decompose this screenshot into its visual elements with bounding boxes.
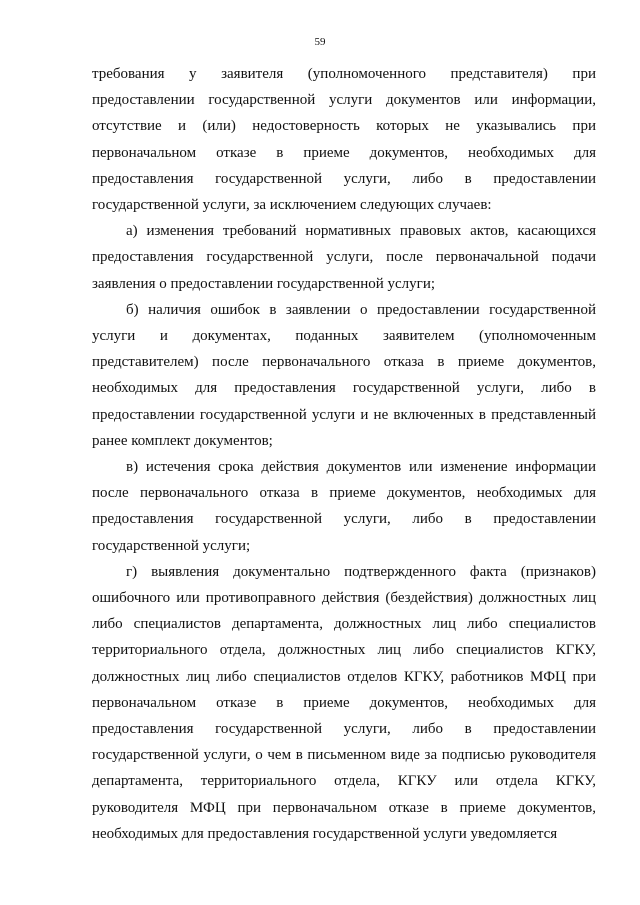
paragraph-item-a: а) изменения требований нормативных правовых актов, касающихся предоставления государственной услуги, после первоначальной подачи заявления о предоставлении государственной услуги;	[92, 223, 596, 292]
paragraph-item-g: г) выявления документально подтвержденного факта (признаков) ошибочного или противоправного действия (бездействия) должностных лиц либо специалистов департамента, должностных лиц либо специалистов территориального отдела, должностных лиц либо специалистов КГКУ, должностных лиц либо специалистов отделов КГКУ, работников МФЦ при первоначальном отказе в приеме документов, необходимых для предоставления государственной услуги, либо в предоставлении государственной услуги, о чем в письменном виде за подписью руководителя департамента, территориального отдела, КГКУ или отдела КГКУ, руководителя МФЦ при первоначальном отказе в приеме документов, необходимых для предоставления государственной услуги уведомляется	[92, 563, 596, 842]
paragraph-item-b: б) наличия ошибок в заявлении о предоставлении государственной услуги и документах, поданных заявителем (уполномоченным представителем) после первоначального отказа в приеме документов, необходимых для предоставления государственной услуги, либо в предоставлении государственной услуги и не включенных в представленный ранее комплект документов;	[92, 301, 596, 449]
page-number: 59	[314, 36, 326, 48]
paragraph-item-v: в) истечения срока действия документов или изменение информации после первоначального отказа в приеме документов, необходимых для предоставления государственной услуги, либо в предоставлении государственной услуги;	[92, 459, 596, 554]
document-body	[92, 61, 596, 847]
paragraph-requirements: требования у заявителя (уполномоченного представителя) при предоставлении государственной услуги документов или информации, отсутствие и (или) недостоверность которых не указывались при первоначальном отказе в приеме документов, необходимых для предоставления государственной услуги, либо в предоставлении государственной услуги, за исключением следующих случаев:	[92, 66, 596, 214]
